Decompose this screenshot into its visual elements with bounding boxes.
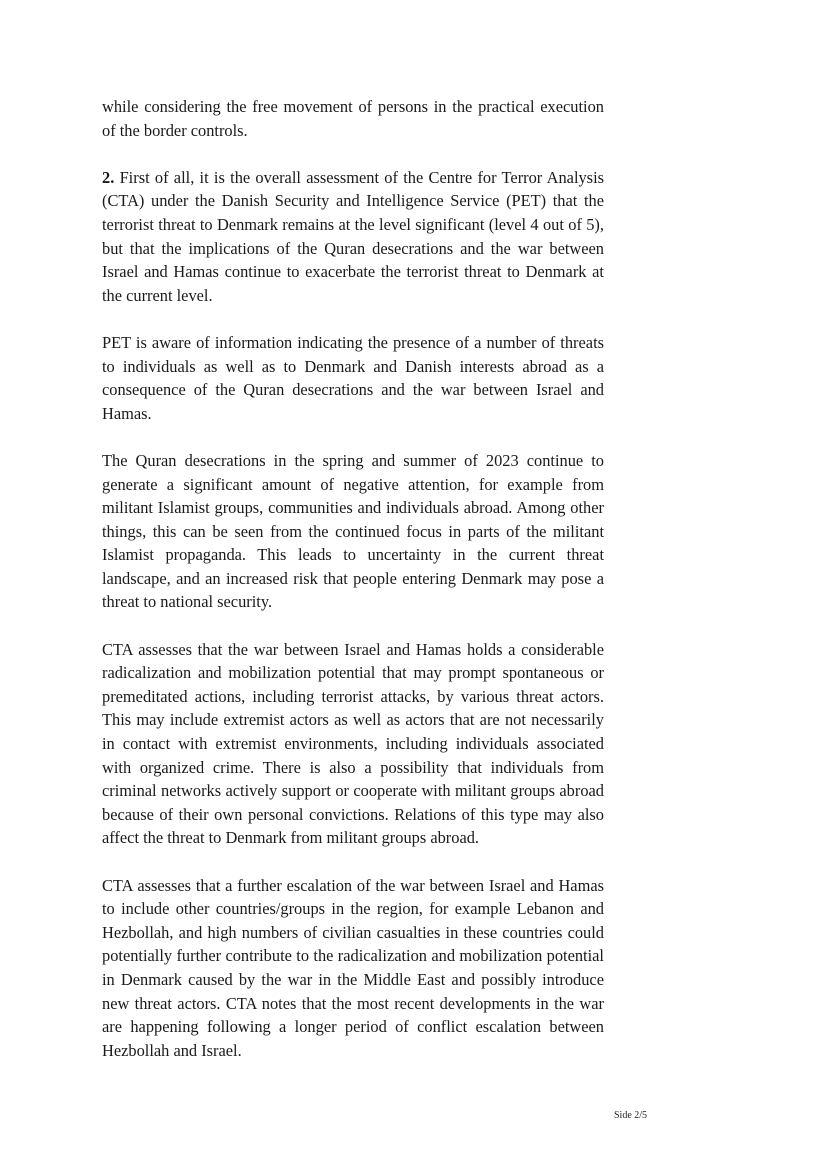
paragraph-text: CTA assesses that a further escalation of the war between Israel and Hamas to include other countries/groups in the region, for example Lebanon and Hezbollah, and high numbers of civilian casualties in these countries could potentially further contribute to the radicalization and mobilization potential in Denmark caused by the war in the Middle East and possibly introduce new threat actors. CTA notes that the most recent developments in the war are happening following a longer period of conflict escalation between Hezbollah and Israel. bbox=[102, 875, 604, 1060]
paragraph-escalation bbox=[102, 874, 604, 1063]
paragraph-pet-threats bbox=[102, 331, 604, 425]
paragraph-text: while considering the free movement of persons in the practical execution of the border controls. bbox=[102, 97, 604, 140]
paragraph-2 bbox=[102, 166, 604, 308]
paragraph-quran-desecrations bbox=[102, 449, 604, 614]
paragraph-text: PET is aware of information indicating the presence of a number of threats to individuals as well as to Denmark and Danish interests abroad as a consequence of the Quran desecrations and the war between Israel and Hamas. bbox=[102, 332, 604, 423]
document-body bbox=[102, 95, 604, 1086]
paragraph-text: The Quran desecrations in the spring and summer of 2023 continue to generate a significant amount of negative attention, for example from militant Islamist groups, communities and individuals abroad. Among other things, this can be seen from the continued focus in parts of the militant Islamist propaganda. This leads to uncertainty in the current threat landscape, and an increased risk that people entering Denmark may pose a threat to national security. bbox=[102, 450, 604, 612]
paragraph-continuation bbox=[102, 95, 604, 142]
paragraph-text: First of all, it is the overall assessment of the Centre for Terror Analysis (CTA) under the Danish Security and Intelligence Service (PET) that the terrorist threat to Denmark remains at the level significant (level 4 out of 5), but that the implications of the Quran desecrations and the war between Israel and Hamas continue to exacerbate the terrorist threat to Denmark at the current level. bbox=[102, 167, 604, 305]
page-number: Side 2/5 bbox=[614, 1110, 648, 1121]
paragraph-number: 2. bbox=[102, 167, 115, 187]
paragraph-radicalization bbox=[102, 638, 604, 850]
paragraph-text: CTA assesses that the war between Israel and Hamas holds a considerable radicalization and mobilization potential that may prompt spontaneous or premeditated actions, including terrorist attacks, by various threat actors. This may include extremist actors as well as actors that are not necessarily in contact with extremist environments, including individuals associated with organized crime. There is also a possibility that individuals from criminal networks actively support or cooperate with militant groups abroad because of their own personal convictions. Relations of this type may also affect the threat to Denmark from militant groups abroad. bbox=[102, 639, 604, 848]
